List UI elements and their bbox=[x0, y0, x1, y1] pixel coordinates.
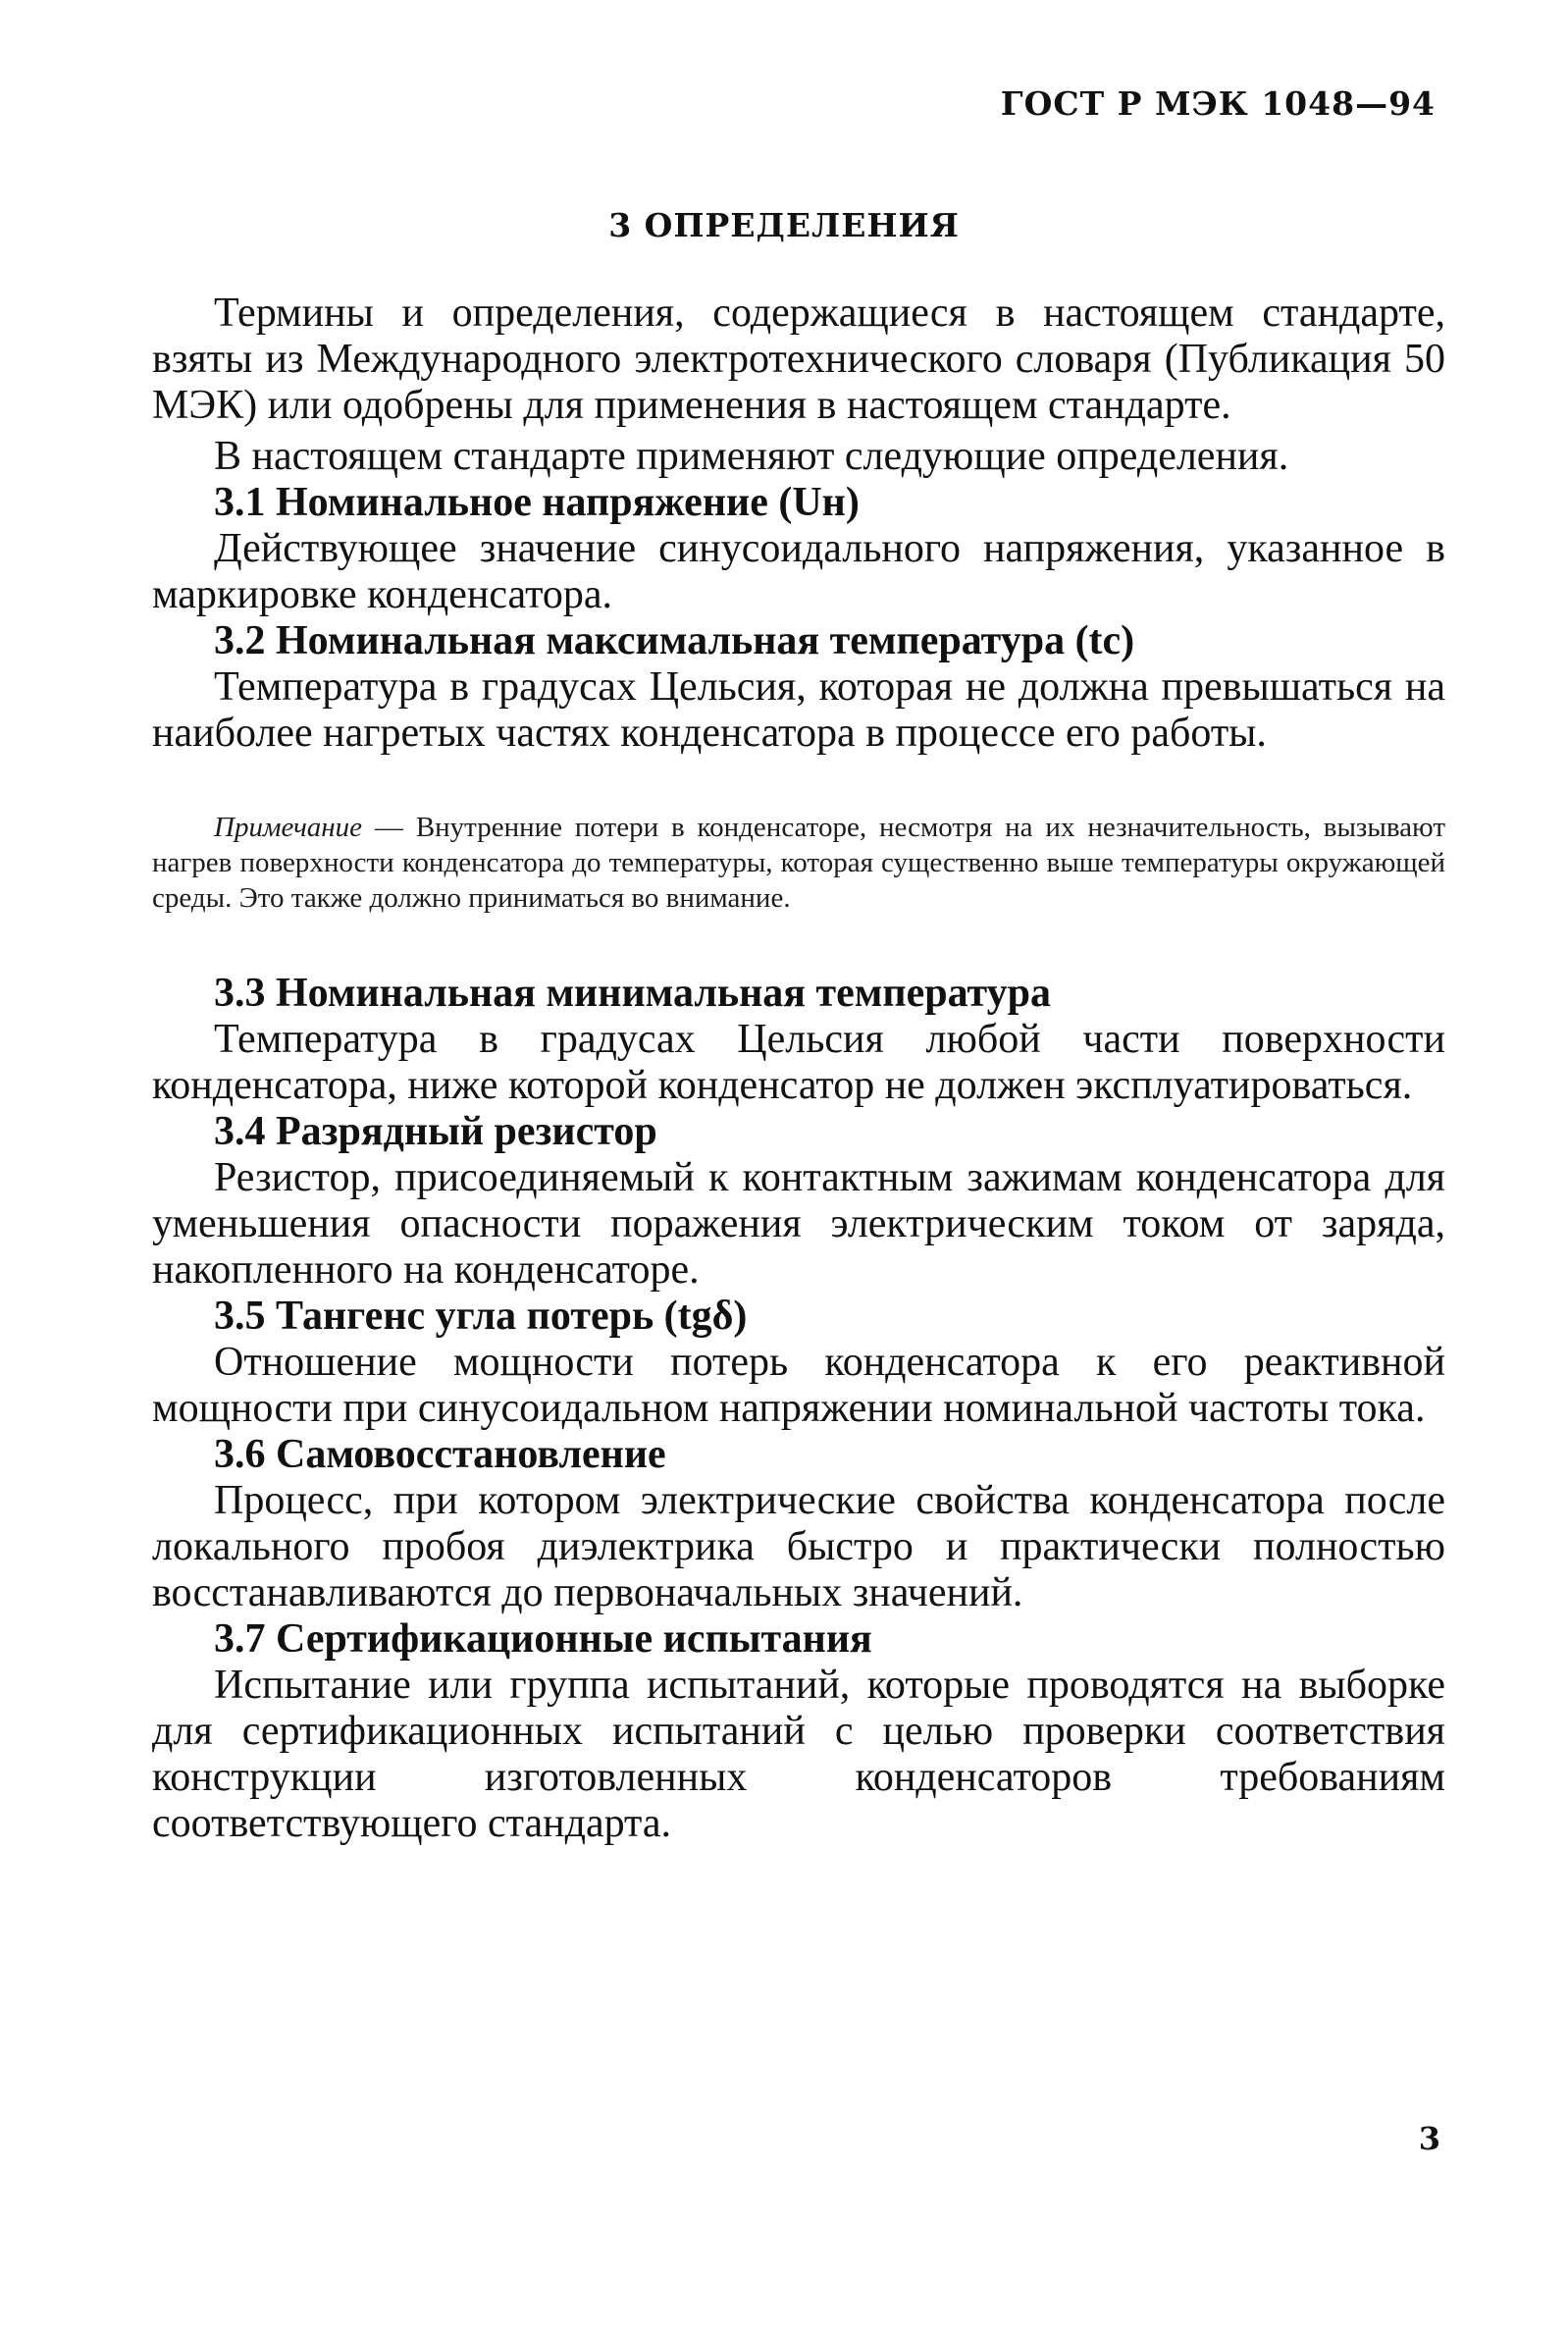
definition-term: 3.7 Сертификационные испытания bbox=[214, 1616, 872, 1662]
section-title: 3 ОПРЕДЕЛЕНИЯ bbox=[608, 206, 960, 244]
note-text: Внутренние потери в конденсаторе, несмотря на их незначительность, вызывают нагрев поверхности конденсатора до температуры, которая существенно выше температуры окружающей среды. Это также должно приниматься во внимание. bbox=[152, 812, 1446, 914]
definition-text: Испытание или группа испытаний, которые проводятся на выборке для сертификационных испытаний с целью проверки соответствия конструкции изготовленных конденсаторов требованиям соответствующего стандарта. bbox=[152, 1663, 1445, 1846]
definition-text: Процесс, при котором электрические свойства конденсатора после локального пробоя диэлектрика быстро и практически полностью восстанавливаются до первоначальных значений. bbox=[152, 1478, 1445, 1615]
page-number: 3 bbox=[1418, 2120, 1440, 2157]
definition-term: 3.3 Номинальная минимальная температура bbox=[214, 971, 1051, 1016]
note-label: Примечание bbox=[214, 812, 363, 843]
definition-text: Температура в градусах Цельсия любой части поверхности конденсатора, ниже которой конденсатор не должен эксплуатироваться. bbox=[152, 1017, 1445, 1108]
intro-paragraph: Термины и определения, содержащиеся в настоящем стандарте, взяты из Международного электротехнического словаря (Публикация 50 МЭК) или одобрены для применения в настоящем стандарте. bbox=[152, 291, 1445, 428]
definition-term: 3.6 Самовосстановление bbox=[214, 1432, 666, 1477]
note-dash: — bbox=[362, 812, 416, 843]
definition-text: Температура в градусах Цельсия, которая не должна превышаться на наиболее нагретых частях конденсатора в процессе его работы. bbox=[152, 664, 1445, 756]
definition-text: Резистор, присоединяемый к контактным зажимам конденсатора для уменьшения опасности поражения электрическим током от заряда, накопленного на конденсаторе. bbox=[152, 1155, 1445, 1293]
section-body bbox=[152, 291, 1445, 1847]
document-code: ГОСТ Р МЭК 1048—94 bbox=[1000, 84, 1436, 123]
definition-text: Отношение мощности потерь конденсатора к его реактивной мощности при синусоидальном напряжении номинальной частоты тока. bbox=[152, 1340, 1445, 1431]
definition-text: Действующее значение синусоидального напряжения, указанное в маркировке конденсатора. bbox=[152, 526, 1445, 617]
note bbox=[152, 810, 1445, 916]
definition-term: 3.2 Номинальная максимальная температура (tc) bbox=[214, 618, 1135, 663]
definition-term: 3.5 Тангенс угла потерь (tgδ) bbox=[214, 1294, 748, 1339]
definition-term: 3.1 Номинальное напряжение (Uн) bbox=[214, 480, 860, 525]
definition-term: 3.4 Разрядный резистор bbox=[214, 1109, 657, 1154]
intro-paragraph: В настоящем стандарте применяют следующие определения. bbox=[214, 434, 1289, 479]
